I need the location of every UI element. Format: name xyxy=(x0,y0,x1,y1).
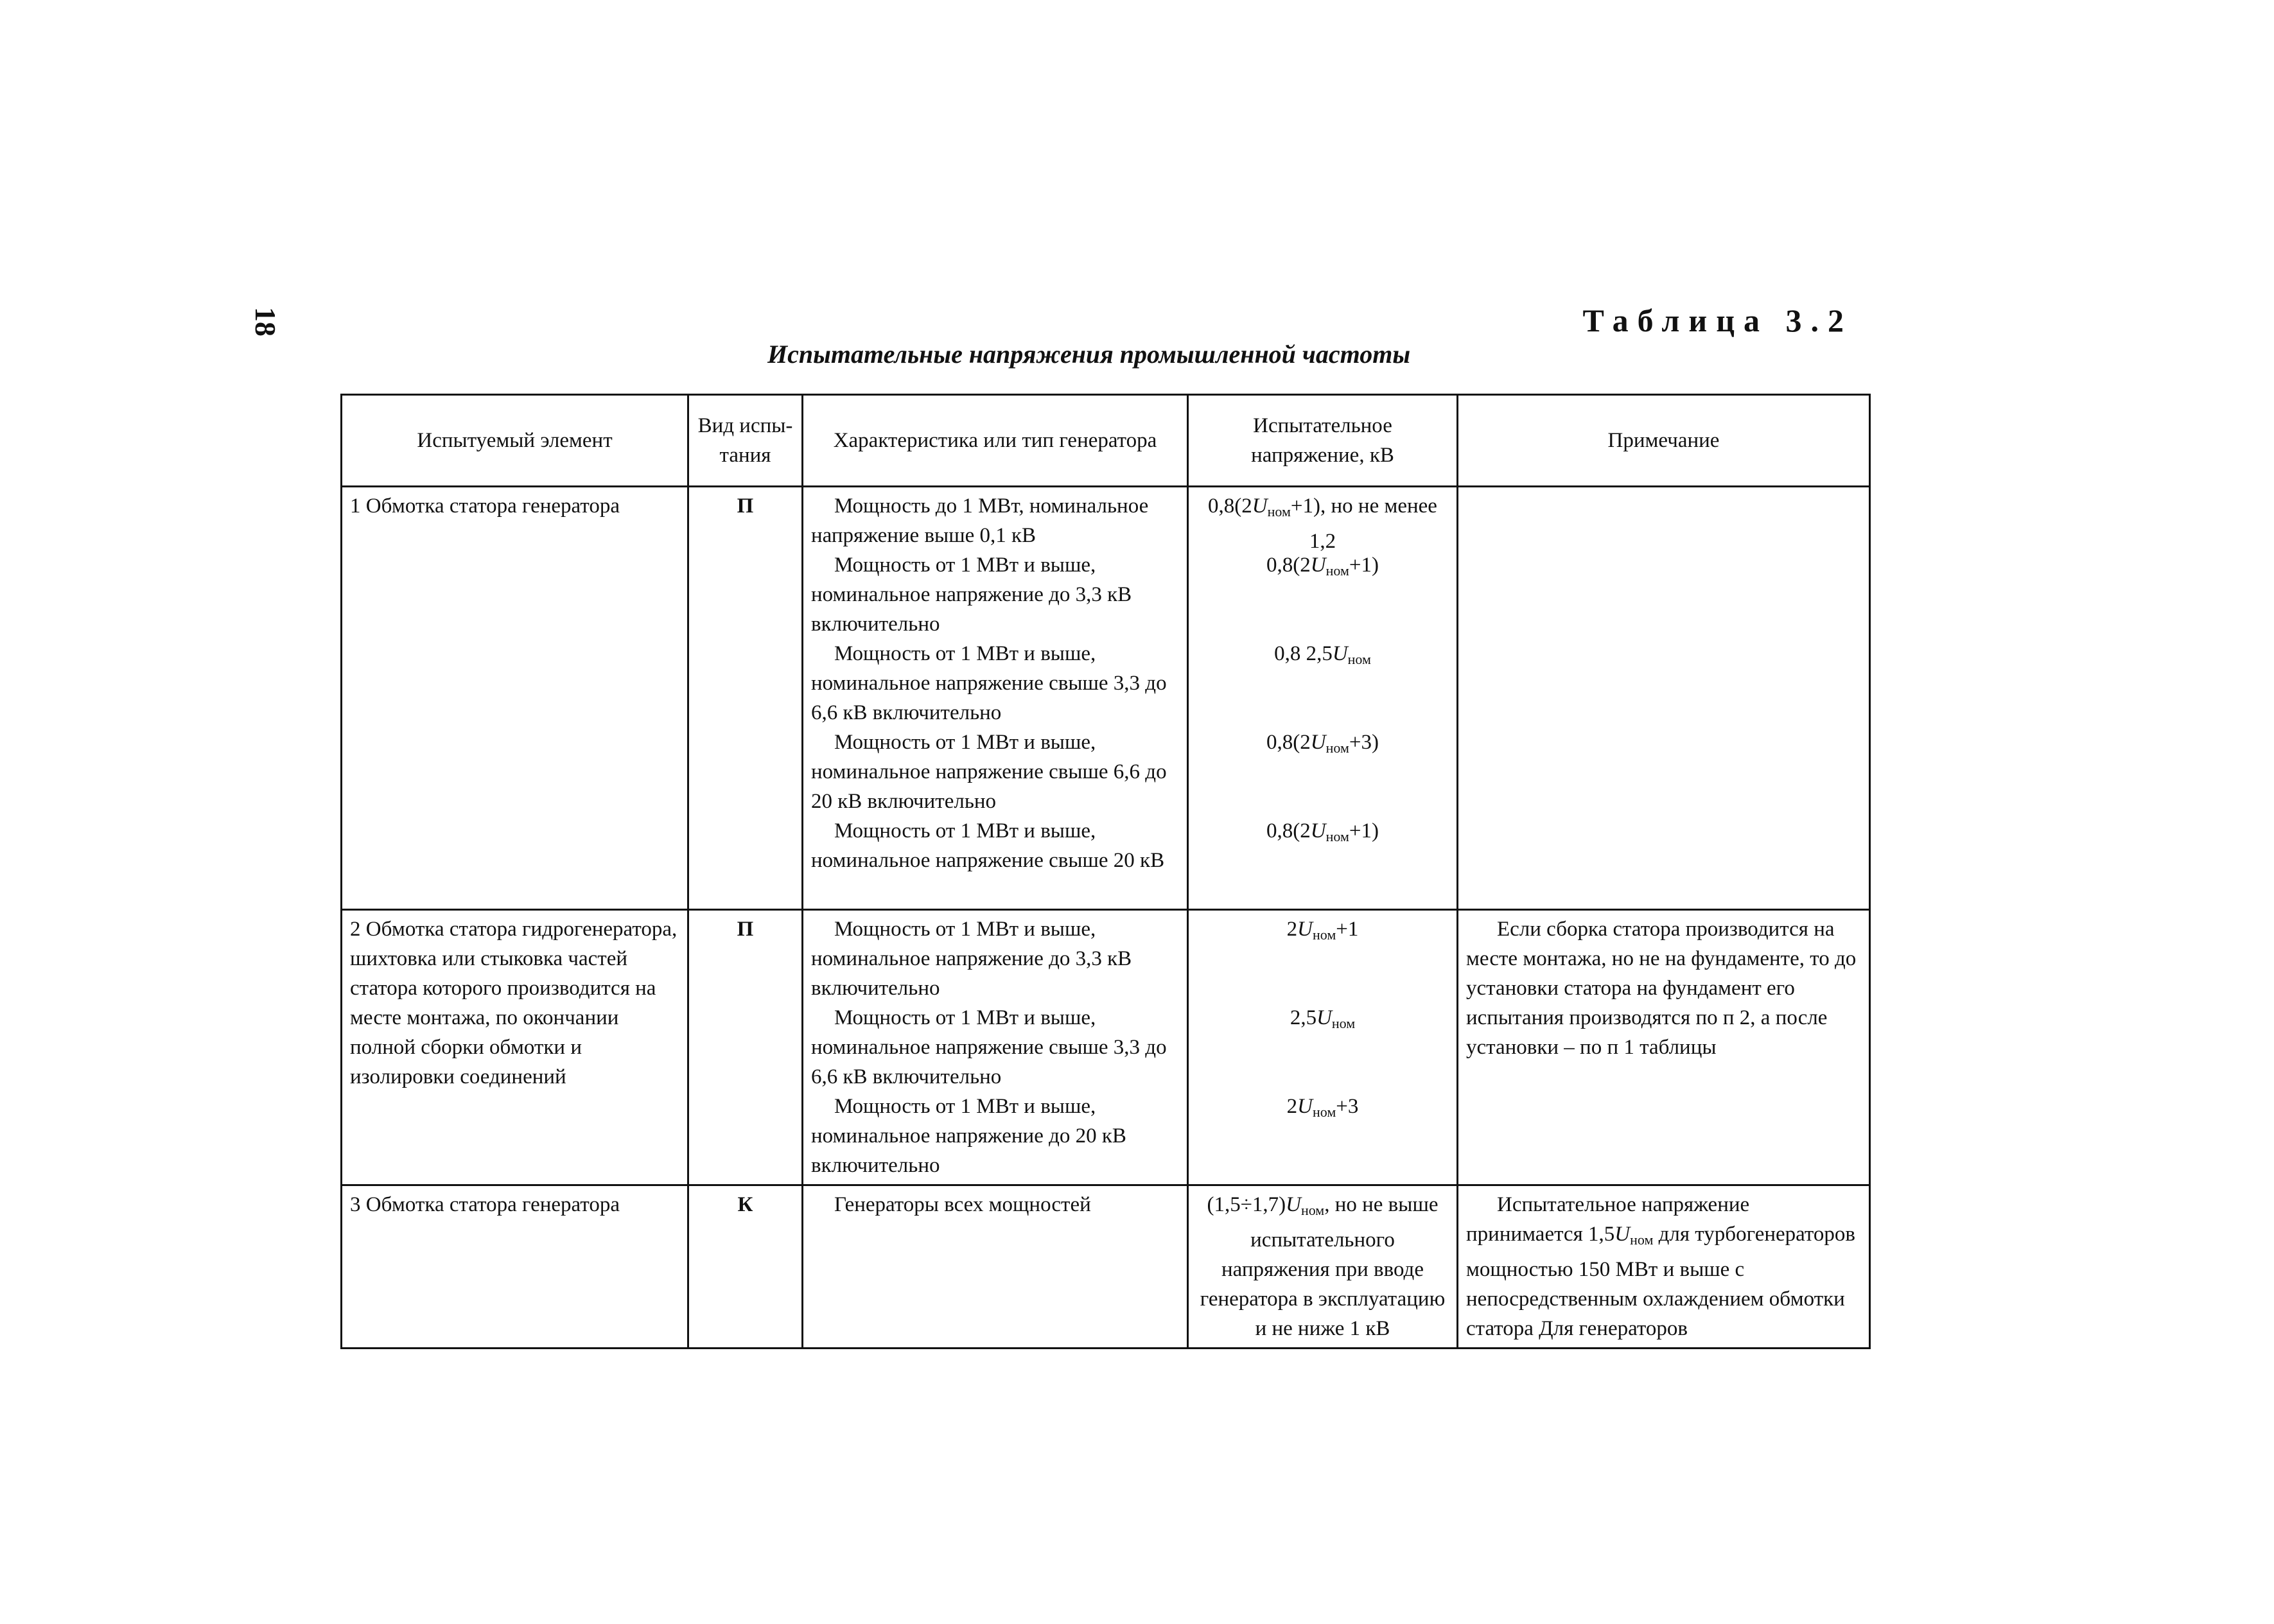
note-cell xyxy=(1458,487,1870,910)
characteristic-cell xyxy=(803,910,1188,1185)
header-test-type: Вид испы-тания xyxy=(688,395,803,487)
characteristic-cell xyxy=(803,1185,1188,1349)
voltage-cell xyxy=(1188,910,1458,1185)
test-voltage-table xyxy=(340,394,1871,1349)
voltage-item: $(1,5\div 1,7)U_{ном}$, но не выше испытательного напряжения при вводе генератора в эксплуатацию и не ниже 1 кВ xyxy=(1200,1193,1446,1340)
voltage-item: $2U_{ном}+1$ xyxy=(1286,918,1359,943)
characteristic-item: Мощность от 1 МВт и выше, номинальное напряжение до 3,3 кВ включительно xyxy=(811,918,1132,1000)
characteristic-item: Мощность от 1 МВт и выше, номинальное напряжение свыше 6,6 до 20 кВ включительно xyxy=(811,731,1167,813)
voltage-item: $2U_{ном}+3$ xyxy=(1286,1095,1359,1120)
element-cell: 1 Обмотка статора генератора xyxy=(342,487,688,910)
voltage-item: $0,8(2U_{ном}+1)$ xyxy=(1266,554,1379,579)
table-row xyxy=(342,487,1870,910)
header-voltage: Испытательное напряжение, кВ xyxy=(1188,395,1458,487)
header-note: Примечание xyxy=(1458,395,1870,487)
characteristic-item: Мощность до 1 МВт, номинальное напряжение выше 0,1 кВ xyxy=(811,494,1149,547)
element-cell: 3 Обмотка статора генератора xyxy=(342,1185,688,1349)
voltage-item: $0,8(2U_{ном}+1)$, но не менее 1,2 xyxy=(1208,494,1437,553)
characteristic-item: Мощность от 1 МВт и выше, номинальное напряжение до 20 кВ включительно xyxy=(811,1095,1126,1177)
characteristic-item: Мощность от 1 МВт и выше, номинальное напряжение свыше 20 кВ xyxy=(811,819,1165,872)
voltage-item: $0,8(2U_{ном}+1)$ xyxy=(1266,819,1379,844)
test-type-cell: П xyxy=(688,487,803,910)
table-label: Таблица 3.2 xyxy=(1582,302,1853,338)
characteristic-item: Мощность от 1 МВт и выше, номинальное напряжение до 3,3 кВ включительно xyxy=(811,554,1132,636)
voltage-item: $2,5U_{ном}$ xyxy=(1290,1006,1356,1031)
element-cell: 2 Обмотка статора гидрогенератора, шихтовка или стыковка частей статора которого производится на месте монтажа, по окончании полной сборки обмотки и изолировки соединений xyxy=(342,910,688,1185)
characteristic-item: Мощность от 1 МВт и выше, номинальное напряжение свыше 3,3 до 6,6 кВ включительно xyxy=(811,642,1167,724)
table-row xyxy=(342,910,1870,1185)
voltage-item: 0,8 $2,5U_{ном}$ xyxy=(1274,642,1371,667)
header-row xyxy=(342,395,1870,487)
voltage-cell xyxy=(1188,487,1458,910)
table-title: Испытательные напряжения промышленной частоты xyxy=(767,340,1411,369)
characteristic-item: Генераторы всех мощностей xyxy=(834,1193,1091,1216)
page-number: 18 xyxy=(249,307,282,336)
voltage-cell xyxy=(1188,1185,1458,1349)
characteristic-cell xyxy=(803,487,1188,910)
test-type-cell: П xyxy=(688,910,803,1185)
note-cell: Если сборка статора производится на месте монтажа, но не на фундаменте, то до установки статора на фундамент его испытания производятся по п 2, а после установки – по п 1 таблицы xyxy=(1458,910,1870,1185)
header-characteristic: Характеристика или тип генератора xyxy=(803,395,1188,487)
header-element: Испытуемый элемент xyxy=(342,395,688,487)
voltage-item: $0,8(2U_{ном}+3)$ xyxy=(1266,731,1379,756)
table-row xyxy=(342,1185,1870,1349)
characteristic-item: Мощность от 1 МВт и выше, номинальное напряжение свыше 3,3 до 6,6 кВ включительно xyxy=(811,1006,1167,1088)
note-cell: Испытательное напряжение принимается $1,5U_{ном}$ для турбогенераторов мощностью 150 МВт и выше с непосредственным охлаждением обмотки статора Для генераторов xyxy=(1458,1185,1870,1349)
test-type-cell: К xyxy=(688,1185,803,1349)
